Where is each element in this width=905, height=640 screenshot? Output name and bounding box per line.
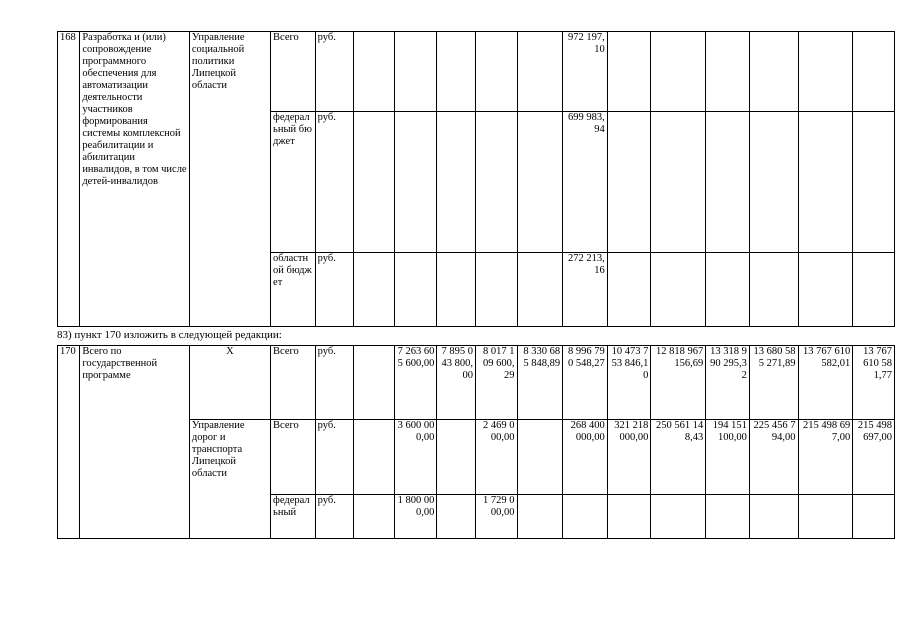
- amount-cell: [798, 495, 853, 539]
- amount-cell: [437, 420, 476, 495]
- amount-cell: 3 600 000,00: [394, 420, 437, 495]
- unit-cell: руб.: [315, 495, 354, 539]
- amount-cell: 8 996 790 548,27: [563, 346, 608, 420]
- amount-cell: [437, 495, 476, 539]
- amount-cell: 215 498 697,00: [853, 420, 895, 495]
- amount-cell: 699 983,94: [563, 112, 608, 253]
- amount-cell: [354, 346, 395, 420]
- amount-cell: 7 263 605 600,00: [394, 346, 437, 420]
- amount-cell: 321 218 000,00: [607, 420, 651, 495]
- amount-cell: [853, 495, 895, 539]
- table-row: [58, 346, 895, 420]
- table-item-170: [57, 345, 895, 539]
- amount-cell: 8 330 685 848,89: [517, 346, 563, 420]
- item-executor: Управление социальной политики Липецкой области: [189, 32, 270, 327]
- amount-cell: 272 213,16: [563, 253, 608, 327]
- amount-cell: 1 729 000,00: [475, 495, 517, 539]
- item-name: Разработка и (или) сопровождение программного обеспечения для автоматизации деятельности участников формирования системы комплексной реабилитации и абилитации инвалидов, в том числе детей-инвалидов: [80, 32, 190, 327]
- amount-cell: [517, 495, 563, 539]
- amount-cell: 250 561 148,43: [651, 420, 706, 495]
- unit-cell: руб.: [315, 112, 354, 253]
- amount-cell: 2 469 000,00: [475, 420, 517, 495]
- amount-cell: [749, 495, 798, 539]
- amount-cell: 225 456 794,00: [749, 420, 798, 495]
- amount-cell: 8 017 109 600,29: [475, 346, 517, 420]
- funding-source: федеральный бюджет: [271, 112, 316, 253]
- funding-source: Всего: [271, 346, 316, 420]
- amount-cell: [354, 420, 395, 495]
- unit-cell: руб.: [315, 32, 354, 112]
- amount-cell: [517, 420, 563, 495]
- amount-cell: 1 800 000,00: [394, 495, 437, 539]
- table-item-168: [57, 31, 895, 327]
- unit-cell: руб.: [315, 346, 354, 420]
- item-name: Всего по государственной программе: [80, 346, 190, 539]
- amount-cell: 13 767 610 582,01: [798, 346, 853, 420]
- amount-cell: 13 680 585 271,89: [749, 346, 798, 420]
- item-executor: Управление дорог и транспорта Липецкой области: [189, 420, 270, 539]
- unit-cell: руб.: [315, 420, 354, 495]
- amount-cell: [563, 495, 608, 539]
- amount-cell: 7 895 043 800,00: [437, 346, 476, 420]
- item-number: 170: [58, 346, 80, 539]
- item-executor: X: [189, 346, 270, 420]
- table-row: [58, 32, 895, 112]
- funding-source: Всего: [271, 420, 316, 495]
- amount-cell: 215 498 697,00: [798, 420, 853, 495]
- amount-cell: 13 318 990 295,32: [706, 346, 750, 420]
- funding-source: федеральный: [271, 495, 316, 539]
- amount-cell: 13 767 610 581,77: [853, 346, 895, 420]
- amount-cell: [354, 495, 395, 539]
- funding-source: Всего: [271, 32, 316, 112]
- amount-cell: 12 818 967 156,69: [651, 346, 706, 420]
- funding-source: областной бюджет: [271, 253, 316, 327]
- amount-cell: [706, 495, 750, 539]
- item-number: 168: [58, 32, 80, 327]
- unit-cell: руб.: [315, 253, 354, 327]
- amount-cell: [651, 495, 706, 539]
- amount-cell: 268 400 000,00: [563, 420, 608, 495]
- amount-cell: [607, 495, 651, 539]
- amendment-note: 83) пункт 170 изложить в следующей редакции:: [57, 329, 282, 341]
- amount-cell: 972 197,10: [563, 32, 608, 112]
- amount-cell: 10 473 753 846,10: [607, 346, 651, 420]
- amount-cell: 194 151 100,00: [706, 420, 750, 495]
